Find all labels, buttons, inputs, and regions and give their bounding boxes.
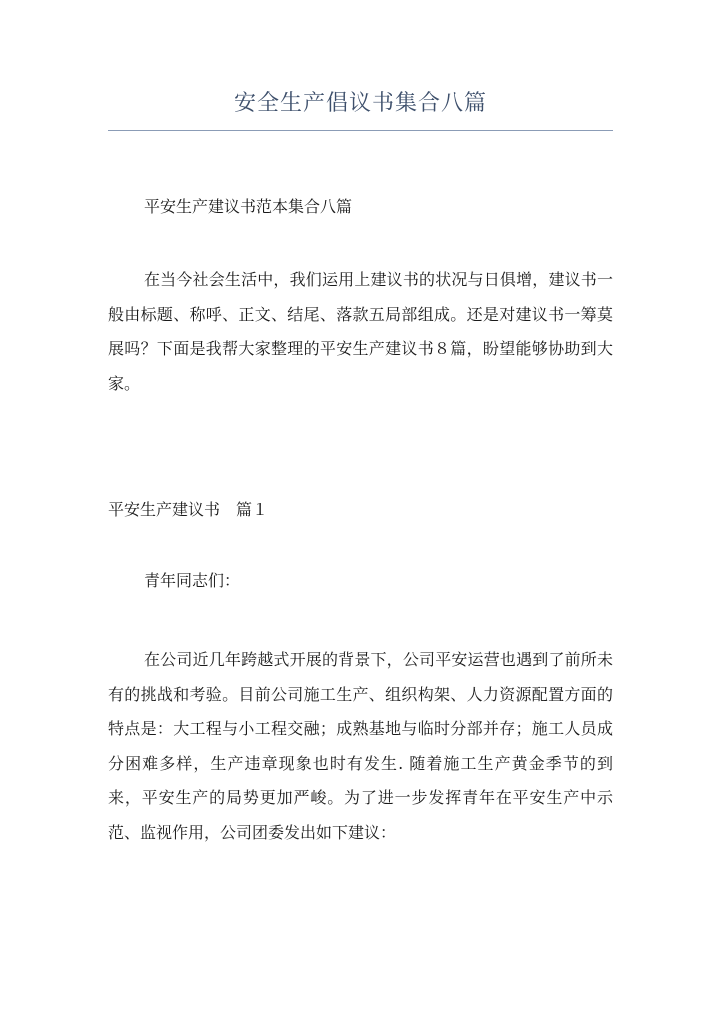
intro-paragraph: 在当今社会生活中，我们运用上建议书的状况与日俱增，建议书一般由标题、称呼、正文、结尾、落款五局部组成。还是对建议书一筹莫展吗？下面是我帮大家整理的平安生产建议书８篇，盼望能够协助到大家。	[108, 270, 613, 393]
salutation: 青年同志们：	[144, 571, 241, 590]
document-subtitle: 平安生产建议书范本集合八篇	[144, 197, 353, 216]
body-paragraph: 在公司近几年跨越式开展的背景下，公司平安运营也遇到了前所未有的挑战和考验。目前公司施工生产、组织构架、人力资源配置方面的特点是：大工程与小工程交融；成熟基地与临时分部并存；施工人员成分困难多样，生产违章现象也时有发生. 随着施工生产黄金季节的到来，平安生产的局势更加严峻。为了进一步发挥青年在平安生产中示范、监视作用，公司团委发出如下建议：	[108, 650, 613, 842]
document-title: 安全生产倡议书集合八篇	[233, 91, 487, 116]
title-divider	[108, 130, 613, 131]
section-heading: 平安生产建议书 篇１	[108, 500, 269, 519]
